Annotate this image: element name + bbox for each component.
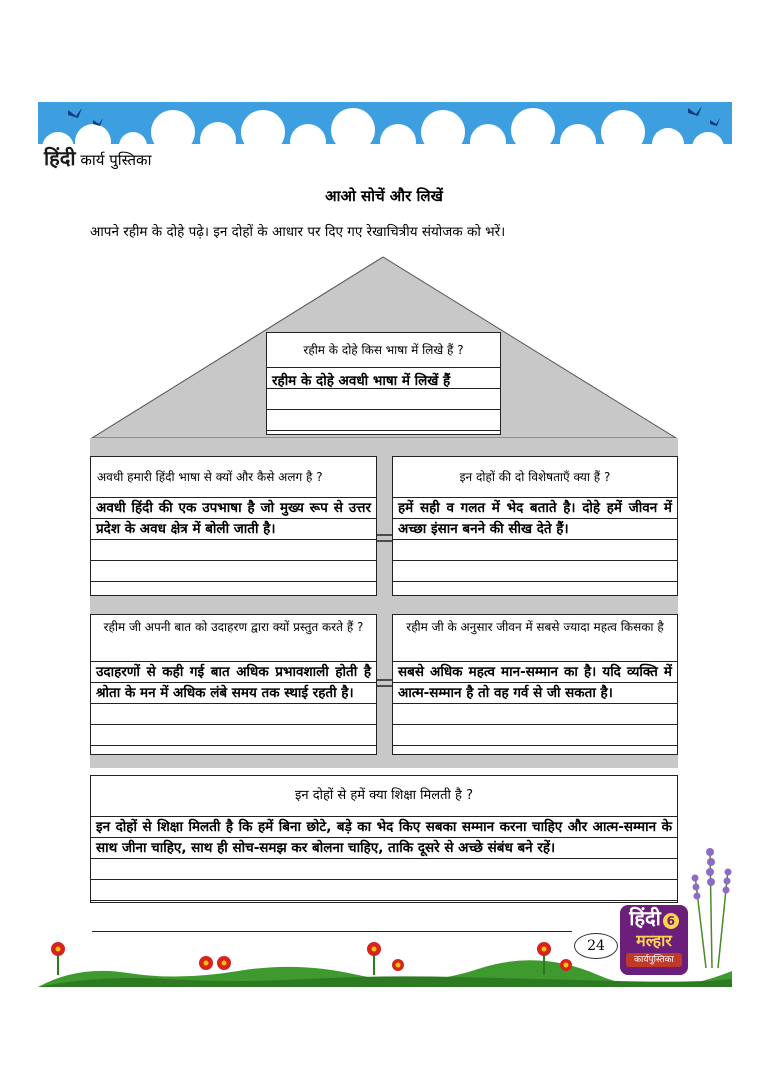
doha-features-box (392, 456, 678, 596)
badge-workbook: कार्यपुस्तिका (626, 953, 682, 967)
badge-title (620, 905, 688, 931)
footer-rule (92, 931, 572, 932)
roof-question: रहीम के दोहे किस भाषा में लिखे हैं ? (267, 333, 500, 368)
example-reason-box (90, 614, 377, 755)
page-title: आओ सोचें और लिखें (325, 187, 443, 205)
badge-hindi: हिंदी (629, 906, 661, 930)
most-important-answer: सबसे अधिक महत्व मान-सम्मान का है। यदि व्यक्ति में आत्म-सम्मान है तो वह गर्व से जी सकता है। (393, 662, 677, 754)
roof-question-box (266, 332, 501, 435)
intro-text: आपने रहीम के दोहे पढ़े। इन दोहों के आधार पर दिए गए रेखाचित्रीय संयोजक को भरें। (90, 224, 506, 240)
hindi-malhar-badge (620, 905, 688, 975)
badge-malhar: मल्हार (636, 931, 672, 950)
brand-subtitle: कार्य पुस्तिका (80, 151, 152, 169)
example-reason-answer: उदाहरणों से कही गई बात अधिक प्रभावशाली होती है श्रोता के मन में अधिक लंबे समय तक स्थाई रहती है। (91, 662, 376, 754)
doha-features-answer: हमें सही व गलत में भेद बताते है। दोहे हमें जीवन में अच्छा इंसान बनने की सीख देते हैं। (393, 498, 677, 594)
lesson-box (90, 775, 678, 903)
language-difference-answer: अवधी हिंदी की एक उपभाषा है जो मुख्य रूप से उत्तर प्रदेश के अवध क्षेत्र में बोली जाती है। (91, 498, 376, 594)
lesson-question: इन दोहों से हमें क्या शिक्षा मिलती है ? (91, 776, 677, 817)
page-number: 24 (574, 933, 618, 959)
roof-answer: रहीम के दोहे अवधी भाषा में लिखें हैं (267, 368, 500, 434)
most-important-box (392, 614, 678, 755)
example-reason-question: रहीम जी अपनी बात को उदाहरण द्वारा क्यों प्रस्तुत करते हैं ? (91, 615, 376, 662)
lesson-answer: इन दोहों से शिक्षा मिलती है कि हमें बिना छोटे, बड़े का भेद किए सबका सम्मान करना चाहिए और आत्म-सम्मान के साथ जीना चाहिए, साथ ही सोच-समझ कर बोलना चाहिए, ताकि दूसरे से अच्छे संबंध बने रहें। (91, 817, 677, 902)
badge-class-number: 6 (663, 913, 679, 929)
most-important-question: रहीम जी के अनुसार जीवन में सबसे ज्यादा महत्व किसका है (393, 615, 677, 662)
brand-hindi: हिंदी (44, 146, 76, 170)
language-difference-box (90, 456, 377, 596)
language-difference-question: अवधी हमारी हिंदी भाषा से क्यों और कैसे अलग है ? (91, 457, 376, 498)
doha-features-question: इन दोहों की दो विशेषताएँ क्या हैं ? (393, 457, 677, 498)
